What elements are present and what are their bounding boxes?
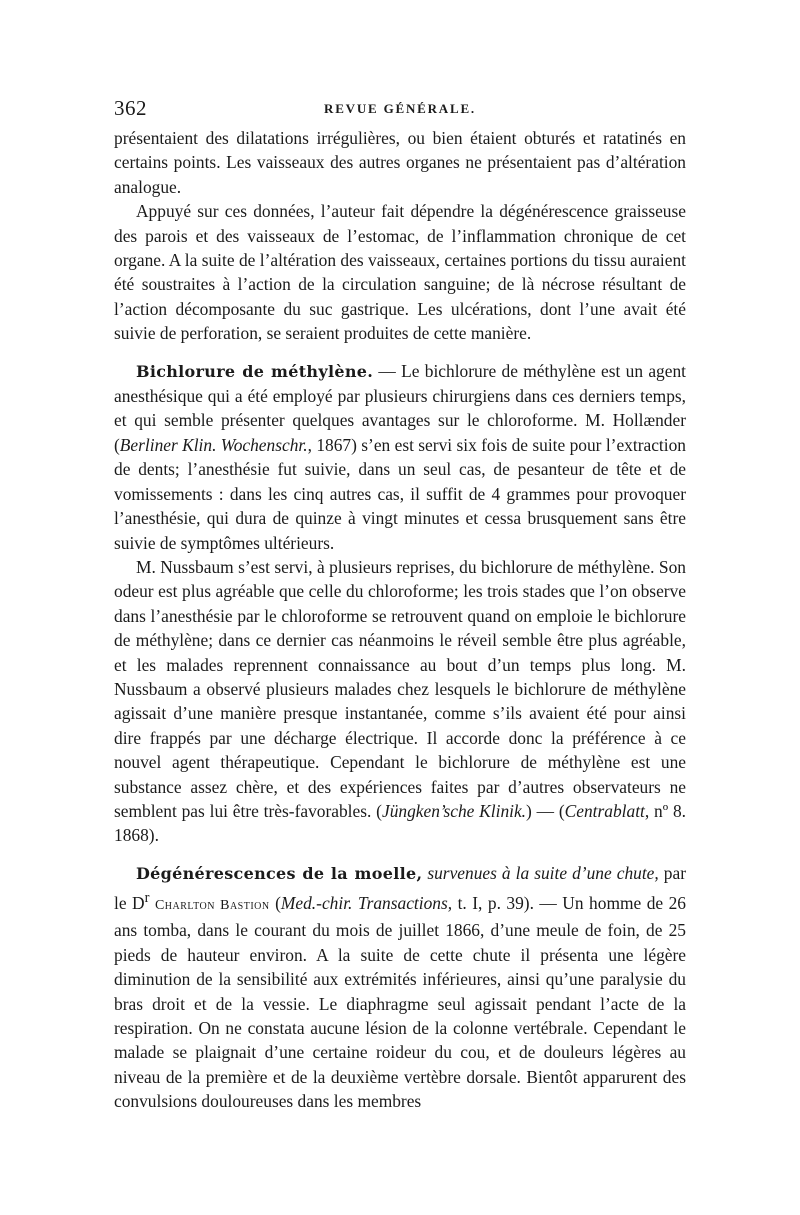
running-title: REVUE GÉNÉRALE.: [324, 101, 476, 116]
text-run: (: [269, 892, 281, 913]
text-run: — Le bichlorure de méthylène est un agent anesthésique qui a été employé par plusieurs chirurgiens dans ces derniers temps, et qui semble présenter quelques avantages sur le chloroforme. M. Hollænder (: [114, 360, 686, 455]
text-run: ) — (: [526, 800, 565, 821]
author-smallcaps: Charlton Bastion: [154, 897, 270, 913]
paragraph-appuye: Appuyé sur ces données, l’auteur fait dépendre la dégénérescence graisseuse des parois et des vaisseaux de l’estomac, de l’inflammation chronique de cet organe. A la suite de l’altération des vaisseaux, certaines portions du tissu auraient été soustraites à l’action de la circulation sanguine; de là nécrose résultant de l’action décomposante du suc gastrique. Les ulcérations, dont l’une avait été suivie de perforation, se seraient produites de cette manière.: [114, 201, 686, 344]
citation-italic: Jüngken’sche Klinik.: [381, 800, 527, 821]
section-title-degenerescences: Dégénérescences de la moelle,: [136, 863, 423, 883]
book-page: [114, 96, 686, 1114]
citation-italic: Berliner Klin. Wochenschr.: [119, 434, 308, 455]
paragraph-nussbaum: [114, 555, 686, 848]
citation-italic: Med.-chir. Transactions,: [280, 892, 453, 913]
section-degenerescences: [114, 861, 686, 1114]
subtitle-italic: survenues à la suite d’une chute,: [422, 862, 659, 883]
page-header: [114, 96, 686, 126]
text-run: t. I, p. 39). — Un homme de 26 ans tomba, dans le courant du mois de juillet 1866, d’une meule de foin, de 25 pieds de hauteur environ. A la suite de cette chute il présenta une légère diminution de la sensibilité aux extrémités inférieures, ainsi qu’une paralysie du bras droit et de la vessie. Le diaphragme seul agissait pendant l’acte de la respiration. On ne constata aucune lésion de la colonne vertébrale. Cependant le malade se plaignait d’une certaine roideur du cou, et de douleurs légères au niveau de la première et de la deuxième vertèbre dorsale. Bientôt apparurent des convulsions douloureuses dans les membres: [114, 892, 687, 1112]
text-run: par le D: [114, 862, 686, 913]
paragraph-continued: présentaient des dilatations irrégulières, ou bien étaient obturés et ratatinés en certains points. Les vaisseaux des autres organes ne présentaient pas d’altération analogue.: [114, 128, 686, 197]
text-run: M. Nussbaum s’est servi, à plusieurs reprises, du bichlorure de méthylène. Son odeur est plus agréable que celle du chloroforme; les trois stades que l’on observe dans l’anesthésie par le chloroforme se retrouvent quand on emploie le bichlorure de méthylène; dans ce dernier cas néanmoins le réveil semble être plus agréable, et les malades reprennent connaissance au bout d’un temps plus long. M. Nussbaum a observé plusieurs malades chez lesquels le bichlorure de méthylène agissait d’une manière presque instantanée, comme s’ils avaient été pour ainsi dire frappés par une décharge électrique. Il accorde donc la préférence à ce nouvel agent thérapeutique. Cependant le bichlorure de méthylène est une substance assez chère, et des expériences faites par d’autres observateurs ne semblent pas lui être très-favorables. (: [114, 556, 686, 821]
page-number: 362: [114, 96, 147, 120]
text-run: , nº 8. 1868).: [114, 800, 686, 846]
superscript: r: [144, 890, 150, 907]
citation-italic: Centrablatt: [564, 800, 645, 821]
text-run: , 1867) s’en est servi six fois de suite pour l’extraction de dents; l’anesthésie fut suivie, dans un seul cas, de pesanteur de tête et de vomissements : dans les cinq autres cas, il suffit de 4 grammes pour provoquer l’anesthésie, qui dura de quinze à vingt minutes et cessa brusquement sans être suivie de symptômes ultérieurs.: [114, 434, 686, 553]
section-title-bichlorure: Bichlorure de méthylène.: [136, 361, 374, 381]
section-bichlorure: [114, 359, 686, 555]
